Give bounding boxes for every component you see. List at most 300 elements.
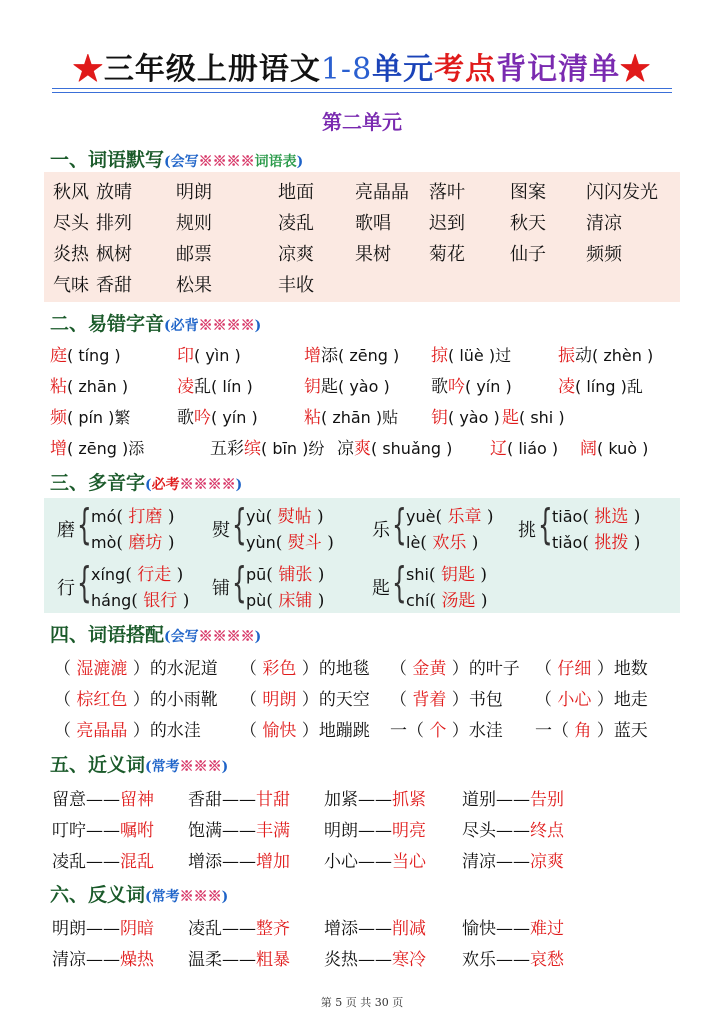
paren: （: [390, 690, 413, 710]
paren: （: [390, 659, 413, 679]
collocation-item: [240, 685, 370, 710]
pronunciation-item: [502, 403, 565, 428]
pronunciation-item: [210, 434, 324, 459]
answer-word: 丰满: [256, 821, 290, 841]
pinyin: ( líng )乱: [575, 377, 643, 396]
dash: ——: [496, 852, 530, 872]
brace-icon: {: [232, 500, 247, 549]
example-word: 银行: [143, 591, 178, 611]
title-part: 考点: [434, 52, 497, 87]
paren: ): [321, 533, 334, 553]
paren: (: [420, 533, 433, 553]
dash: ——: [222, 919, 256, 939]
paren: ）: [446, 659, 469, 679]
polyphone-line: [406, 586, 487, 611]
collocation-answer: 背着: [412, 690, 447, 710]
paren: ): [171, 565, 184, 585]
vocab-word: 枫树: [96, 244, 132, 265]
pronunciation-item: [304, 403, 398, 428]
synonym-pair: [324, 816, 426, 841]
paren: (: [428, 565, 441, 585]
pinyin: xíng: [91, 565, 126, 584]
paren: (: [266, 565, 279, 585]
polyphone-line: [246, 502, 324, 527]
title-underline: [52, 92, 672, 93]
collocation-text: 的水洼: [149, 721, 201, 741]
paren: ): [481, 507, 494, 527]
star-icon: ★: [72, 52, 104, 87]
example-word: 挑拨: [594, 533, 629, 553]
answer-word: 甘甜: [256, 790, 290, 810]
paren: ）: [127, 721, 150, 741]
brace-icon: {: [392, 500, 407, 549]
paren: (: [266, 591, 279, 611]
answer-word: 难过: [530, 919, 564, 939]
pronunciation-item: [50, 372, 128, 397]
antonym-pair: [324, 945, 426, 970]
antonym-pair: [52, 945, 154, 970]
title-part: 单元: [372, 52, 435, 87]
pinyin: shi: [406, 565, 429, 584]
error-prone-char: 吟: [194, 408, 211, 428]
answer-word: 燥热: [120, 950, 154, 970]
word: 炎热: [324, 950, 358, 970]
answer-word: 粗暴: [256, 950, 290, 970]
paren: （: [54, 690, 77, 710]
collocation-answer: 仔细: [557, 659, 592, 679]
pinyin: ( yín ): [465, 377, 512, 396]
polyphone-line: [552, 502, 640, 527]
pinyin: yù: [246, 507, 266, 526]
pronunciation-item: [580, 434, 648, 459]
polyphone-line: [406, 502, 494, 527]
pronunciation-item: [558, 372, 643, 397]
antonym-pair: [52, 914, 154, 939]
context-char: 歌: [431, 377, 448, 397]
polyphone-char: 磨: [57, 520, 75, 541]
paren: (: [275, 533, 288, 553]
pinyin: mó: [91, 507, 117, 526]
paren: （: [240, 721, 263, 741]
pinyin: ( pín )繁: [67, 408, 131, 427]
pinyin: háng: [91, 591, 132, 610]
collocation-answer: 棕红色: [76, 690, 128, 710]
word: 明朗: [52, 919, 86, 939]
example-word: 汤匙: [441, 591, 476, 611]
paren: (: [116, 533, 129, 553]
pronunciation-item: [50, 341, 121, 366]
vocab-word: 松果: [176, 275, 212, 296]
word: 尽头: [462, 821, 496, 841]
vocab-word: 亮晶晶: [355, 182, 409, 203]
section-heading-1: 一、词语默写(会写※※※※词语表): [50, 149, 304, 171]
answer-word: 哀愁: [530, 950, 564, 970]
paren: （: [240, 659, 263, 679]
dash: ——: [496, 919, 530, 939]
paren: ）: [591, 721, 614, 741]
paren: ）: [127, 659, 150, 679]
title-part: 背记清单: [496, 52, 621, 87]
antonym-pair: [462, 945, 564, 970]
paren: （: [240, 690, 263, 710]
collocation-text: 书包: [468, 690, 503, 710]
answer-word: 留神: [120, 790, 154, 810]
polyphone-line: [91, 560, 183, 585]
paren: (: [116, 507, 129, 527]
error-prone-char: 爽: [354, 439, 371, 459]
collocation-text: 水洼: [468, 721, 503, 741]
vocab-word: 秋风: [53, 182, 89, 203]
answer-word: 削减: [392, 919, 426, 939]
pinyin: lè: [406, 533, 421, 552]
antonym-pair: [324, 914, 426, 939]
vocab-word: 炎热: [53, 244, 89, 265]
answer-word: 嘱咐: [120, 821, 154, 841]
word: 愉快: [462, 919, 496, 939]
example-word: 铺张: [278, 565, 313, 585]
context-char: 乱: [194, 377, 211, 397]
paren: ）: [591, 690, 614, 710]
example-word: 打磨: [128, 507, 163, 527]
context-char: 五彩: [210, 439, 244, 459]
word: 饱满: [188, 821, 222, 841]
error-prone-char: 钥: [431, 408, 448, 428]
word: 增添: [188, 852, 222, 872]
pronunciation-item: [431, 372, 512, 397]
example-word: 欢乐: [432, 533, 467, 553]
dash: ——: [358, 852, 392, 872]
polyphone-line: [406, 528, 478, 553]
pinyin: tiāo: [552, 507, 583, 526]
polyphone-line: [91, 586, 189, 611]
error-prone-char: 吟: [448, 377, 465, 397]
paren: ): [312, 565, 325, 585]
polyphone-char: 挑: [518, 520, 536, 541]
pinyin: ( yín ): [211, 408, 258, 427]
pinyin: ( zhān )贴: [321, 408, 399, 427]
vocab-word: 迟到: [429, 213, 465, 234]
error-prone-char: 印: [177, 346, 194, 366]
vocab-word: 果树: [355, 244, 391, 265]
answer-word: 抓紧: [392, 790, 426, 810]
error-prone-char: 增: [50, 439, 67, 459]
polyphone-line: [246, 586, 324, 611]
pronunciation-item: [177, 403, 258, 428]
synonym-pair: [52, 847, 154, 872]
word: 欢乐: [462, 950, 496, 970]
pinyin: ( yào ): [448, 408, 500, 427]
collocation-text: 地蹦跳: [318, 721, 370, 741]
collocation-prefix: 一: [535, 721, 552, 741]
pinyin: ( zēng )添: [67, 439, 145, 458]
dash: ——: [358, 821, 392, 841]
vocab-word: 图案: [510, 182, 546, 203]
synonym-pair: [324, 847, 426, 872]
dash: ——: [86, 950, 120, 970]
answer-word: 明亮: [392, 821, 426, 841]
collocation-item: [54, 685, 218, 710]
error-prone-char: 钥: [304, 377, 321, 397]
answer-word: 混乱: [120, 852, 154, 872]
context-char: 动: [575, 346, 592, 366]
dash: ——: [496, 790, 530, 810]
polyphone-line: [246, 560, 324, 585]
word: 留意: [52, 790, 86, 810]
collocation-answer: 个: [429, 721, 447, 741]
brace-icon: {: [77, 500, 92, 549]
polyphone-char: 乐: [372, 520, 390, 541]
collocation-answer: 彩色: [262, 659, 297, 679]
collocation-item: [240, 654, 370, 679]
title-part: 1-8: [320, 52, 373, 87]
error-prone-char: 增: [304, 346, 321, 366]
word: 小心: [324, 852, 358, 872]
synonym-pair: [52, 785, 154, 810]
error-prone-char: 频: [50, 408, 67, 428]
collocation-answer: 金黄: [412, 659, 447, 679]
dash: ——: [86, 852, 120, 872]
polyphone-line: [552, 528, 640, 553]
collocation-answer: 愉快: [262, 721, 297, 741]
synonym-pair: [188, 816, 290, 841]
context-char: 歌: [177, 408, 194, 428]
antonym-pair: [188, 914, 290, 939]
paren: ）: [296, 690, 319, 710]
paren: ）: [446, 721, 469, 741]
collocation-text: 蓝天: [613, 721, 648, 741]
collocation-text: 地数: [613, 659, 648, 679]
section-heading-3: 三、多音字(必考※※※※): [50, 472, 243, 494]
brace-icon: {: [77, 558, 92, 607]
paren: （: [54, 721, 77, 741]
word: 明朗: [324, 821, 358, 841]
star-icon: ★: [620, 52, 652, 87]
pinyin: ( yào ): [338, 377, 390, 396]
pronunciation-item: [431, 341, 511, 366]
pinyin: ( lín ): [211, 377, 253, 396]
paren: ): [311, 507, 324, 527]
pinyin: ( kuò ): [597, 439, 649, 458]
collocation-answer: 小心: [557, 690, 592, 710]
error-prone-char: 粘: [304, 408, 321, 428]
error-prone-char: 庭: [50, 346, 67, 366]
collocation-item: [390, 716, 503, 741]
pinyin: tiǎo: [552, 533, 583, 552]
brace-icon: {: [392, 558, 407, 607]
vocab-word: 落叶: [429, 182, 465, 203]
paren: ）: [296, 659, 319, 679]
paren: (: [435, 507, 448, 527]
dash: ——: [222, 821, 256, 841]
synonym-pair: [462, 847, 564, 872]
paren: ）: [591, 659, 614, 679]
pinyin: ( bīn )纷: [261, 439, 325, 458]
collocation-text: 的叶子: [468, 659, 520, 679]
pronunciation-item: [177, 341, 241, 366]
pinyin: ( yìn ): [194, 346, 241, 365]
collocation-item: [390, 685, 503, 710]
polyphone-line: [91, 528, 174, 553]
pronunciation-item: [431, 403, 500, 428]
vocab-word: 明朗: [176, 182, 212, 203]
word: 增添: [324, 919, 358, 939]
collocation-item: [390, 654, 520, 679]
page-footer: 第 5 页 共 30 页: [320, 996, 404, 1009]
collocation-text: 的小雨靴: [149, 690, 218, 710]
vocab-word: 地面: [278, 182, 314, 203]
pinyin: ( tíng ): [67, 346, 121, 365]
error-prone-char: 粘: [50, 377, 67, 397]
example-word: 床铺: [278, 591, 313, 611]
pinyin: ( zhèn ): [592, 346, 654, 365]
synonym-pair: [52, 816, 154, 841]
paren: （: [552, 721, 575, 741]
collocation-item: [240, 716, 370, 741]
dash: ——: [496, 821, 530, 841]
polyphone-char: 行: [57, 578, 75, 599]
pinyin: ( shuǎng ): [371, 439, 453, 458]
antonym-pair: [188, 945, 290, 970]
pinyin: yùn: [246, 533, 276, 552]
dash: ——: [222, 852, 256, 872]
vocab-word: 香甜: [96, 275, 132, 296]
answer-word: 告别: [530, 790, 564, 810]
answer-word: 凉爽: [530, 852, 564, 872]
pinyin: ( lüè )过: [448, 346, 512, 365]
pronunciation-item: [304, 372, 390, 397]
paren: ): [466, 533, 479, 553]
error-prone-char: 缤: [244, 439, 261, 459]
pinyin: ( shi ): [519, 408, 565, 427]
collocation-answer: 湿漉漉: [76, 659, 128, 679]
paren: ）: [296, 721, 319, 741]
word: 叮咛: [52, 821, 86, 841]
paren: ）: [446, 690, 469, 710]
paren: （: [407, 721, 430, 741]
answer-word: 阴暗: [120, 919, 154, 939]
pronunciation-item: [558, 341, 653, 366]
example-word: 行走: [137, 565, 172, 585]
vocab-word: 凌乱: [278, 213, 314, 234]
paren: (: [125, 565, 138, 585]
paren: (: [265, 507, 278, 527]
error-prone-char: 凌: [558, 377, 575, 397]
paren: (: [582, 507, 595, 527]
dash: ——: [358, 950, 392, 970]
collocation-answer: 明朗: [262, 690, 297, 710]
collocation-item: [535, 654, 648, 679]
vocab-word: 清凉: [586, 213, 622, 234]
vocab-word: 尽头: [53, 213, 89, 234]
example-word: 钥匙: [440, 565, 475, 585]
word: 加紧: [324, 790, 358, 810]
collocation-prefix: 一: [390, 721, 407, 741]
polyphone-line: [406, 560, 487, 585]
paren: （: [54, 659, 77, 679]
pinyin: pù: [246, 591, 267, 610]
dash: ——: [222, 950, 256, 970]
collocation-item: [535, 716, 648, 741]
pronunciation-item: [337, 434, 452, 459]
example-word: 熨帖: [277, 507, 312, 527]
answer-word: 整齐: [256, 919, 290, 939]
paren: ): [628, 533, 641, 553]
vocab-word: 秋天: [510, 213, 546, 234]
example-word: 熨斗: [287, 533, 322, 553]
pinyin: chí: [406, 591, 430, 610]
collocation-text: 的天空: [318, 690, 370, 710]
error-prone-char: 阔: [580, 439, 597, 459]
vocab-word: 丰收: [278, 275, 314, 296]
pinyin: ( zhān ): [67, 377, 129, 396]
paren: ）: [127, 690, 150, 710]
polyphone-char: 熨: [212, 520, 230, 541]
context-char: 凉: [337, 439, 354, 459]
context-char: 添: [321, 346, 338, 366]
section-heading-5: 五、近义词(常考※※※): [50, 754, 229, 776]
pronunciation-item: [177, 372, 253, 397]
paren: ): [474, 565, 488, 585]
dash: ——: [358, 790, 392, 810]
vocab-word: 气味: [53, 275, 89, 296]
word: 道别: [462, 790, 496, 810]
word: 凌乱: [52, 852, 86, 872]
error-prone-char: 辽: [490, 439, 507, 459]
section-heading-2: 二、易错字音(必背※※※※): [50, 313, 262, 335]
error-prone-char: 匙: [502, 408, 519, 428]
dash: ——: [358, 919, 392, 939]
error-prone-char: 凌: [177, 377, 194, 397]
polyphone-line: [246, 528, 334, 553]
section-heading-4: 四、词语搭配(会写※※※※): [50, 624, 262, 646]
synonym-pair: [462, 785, 564, 810]
dash: ——: [496, 950, 530, 970]
pronunciation-item: [490, 434, 558, 459]
title-underline: [52, 88, 672, 89]
paren: (: [131, 591, 144, 611]
error-prone-char: 掠: [431, 346, 448, 366]
word: 香甜: [188, 790, 222, 810]
example-word: 挑选: [594, 507, 629, 527]
collocation-text: 的水泥道: [149, 659, 218, 679]
answer-word: 增加: [256, 852, 290, 872]
brace-icon: {: [538, 500, 553, 549]
paren: ): [177, 591, 190, 611]
unit-title: 第二单元: [322, 110, 402, 134]
paren: ): [475, 591, 488, 611]
synonym-pair: [188, 785, 290, 810]
collocation-answer: 亮晶晶: [76, 721, 128, 741]
synonym-pair: [188, 847, 290, 872]
pronunciation-item: [304, 341, 399, 366]
vocab-word: 闪闪发光: [586, 182, 658, 203]
word: 清凉: [462, 852, 496, 872]
vocab-word: 凉爽: [278, 244, 314, 265]
paren: （: [535, 659, 558, 679]
paren: ): [162, 507, 175, 527]
dash: ——: [86, 790, 120, 810]
example-word: 磨坊: [128, 533, 163, 553]
antonym-pair: [462, 914, 564, 939]
collocation-item: [54, 654, 218, 679]
brace-icon: {: [232, 558, 247, 607]
word: 温柔: [188, 950, 222, 970]
pinyin: mò: [91, 533, 117, 552]
polyphone-line: [91, 502, 174, 527]
paren: ): [628, 507, 641, 527]
collocation-text: 的地毯: [318, 659, 370, 679]
context-char: 匙: [321, 377, 338, 397]
